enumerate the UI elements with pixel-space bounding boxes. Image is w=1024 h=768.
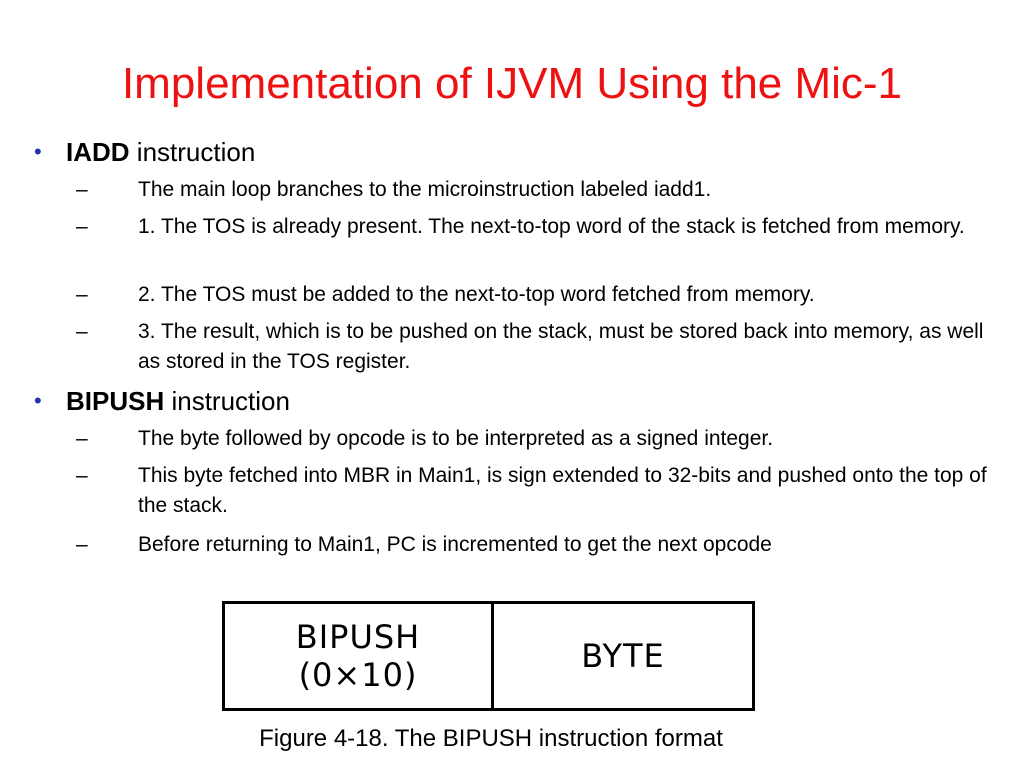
sub-dash: – (76, 215, 88, 238)
sub-dash: – (76, 533, 88, 556)
bullet-text (66, 137, 255, 167)
sub-text: The main loop branches to the microinstruction labeled iadd1. (138, 178, 712, 201)
bullet-keyword: IADD (66, 137, 130, 167)
bullet-text (66, 386, 290, 416)
sub-dash: – (76, 283, 88, 306)
figure-caption: Figure 4-18. The BIPUSH instruction format (259, 725, 723, 752)
operand-label: BYTE (581, 637, 665, 675)
bipush-format-figure (222, 601, 755, 711)
bullet-dot: • (34, 388, 42, 413)
bullet-rest: instruction (129, 137, 256, 167)
opcode-value: (0×10) (298, 656, 418, 694)
bullet-keyword: BIPUSH (66, 386, 165, 416)
sub-dash: – (76, 464, 88, 487)
sub-text: 1. The TOS is already present. The next-to-top word of the stack is fetched from memory. (138, 215, 965, 238)
bullet-rest: instruction (164, 386, 290, 416)
sub-text: 2. The TOS must be added to the next-to-top word fetched from memory. (138, 283, 815, 306)
sub-dash: – (76, 320, 88, 343)
sub-text: This byte fetched into MBR in Main1, is sign extended to 32-bits and pushed onto the top of the stack. (138, 464, 987, 517)
opcode-field (225, 604, 494, 708)
opcode-name: BIPUSH (295, 618, 421, 656)
operand-field (494, 604, 752, 708)
slide-title: Implementation of IJVM Using the Mic-1 (121, 59, 903, 108)
sub-dash: – (76, 178, 88, 201)
bullet-dot: • (34, 139, 42, 164)
sub-text: The byte followed by opcode is to be interpreted as a signed integer. (138, 427, 774, 450)
sub-dash: – (76, 427, 88, 450)
sub-text: Before returning to Main1, PC is incremented to get the next opcode (138, 533, 772, 556)
sub-text: 3. The result, which is to be pushed on the stack, must be stored back into memory, as well as stored in the TOS register. (138, 320, 984, 373)
